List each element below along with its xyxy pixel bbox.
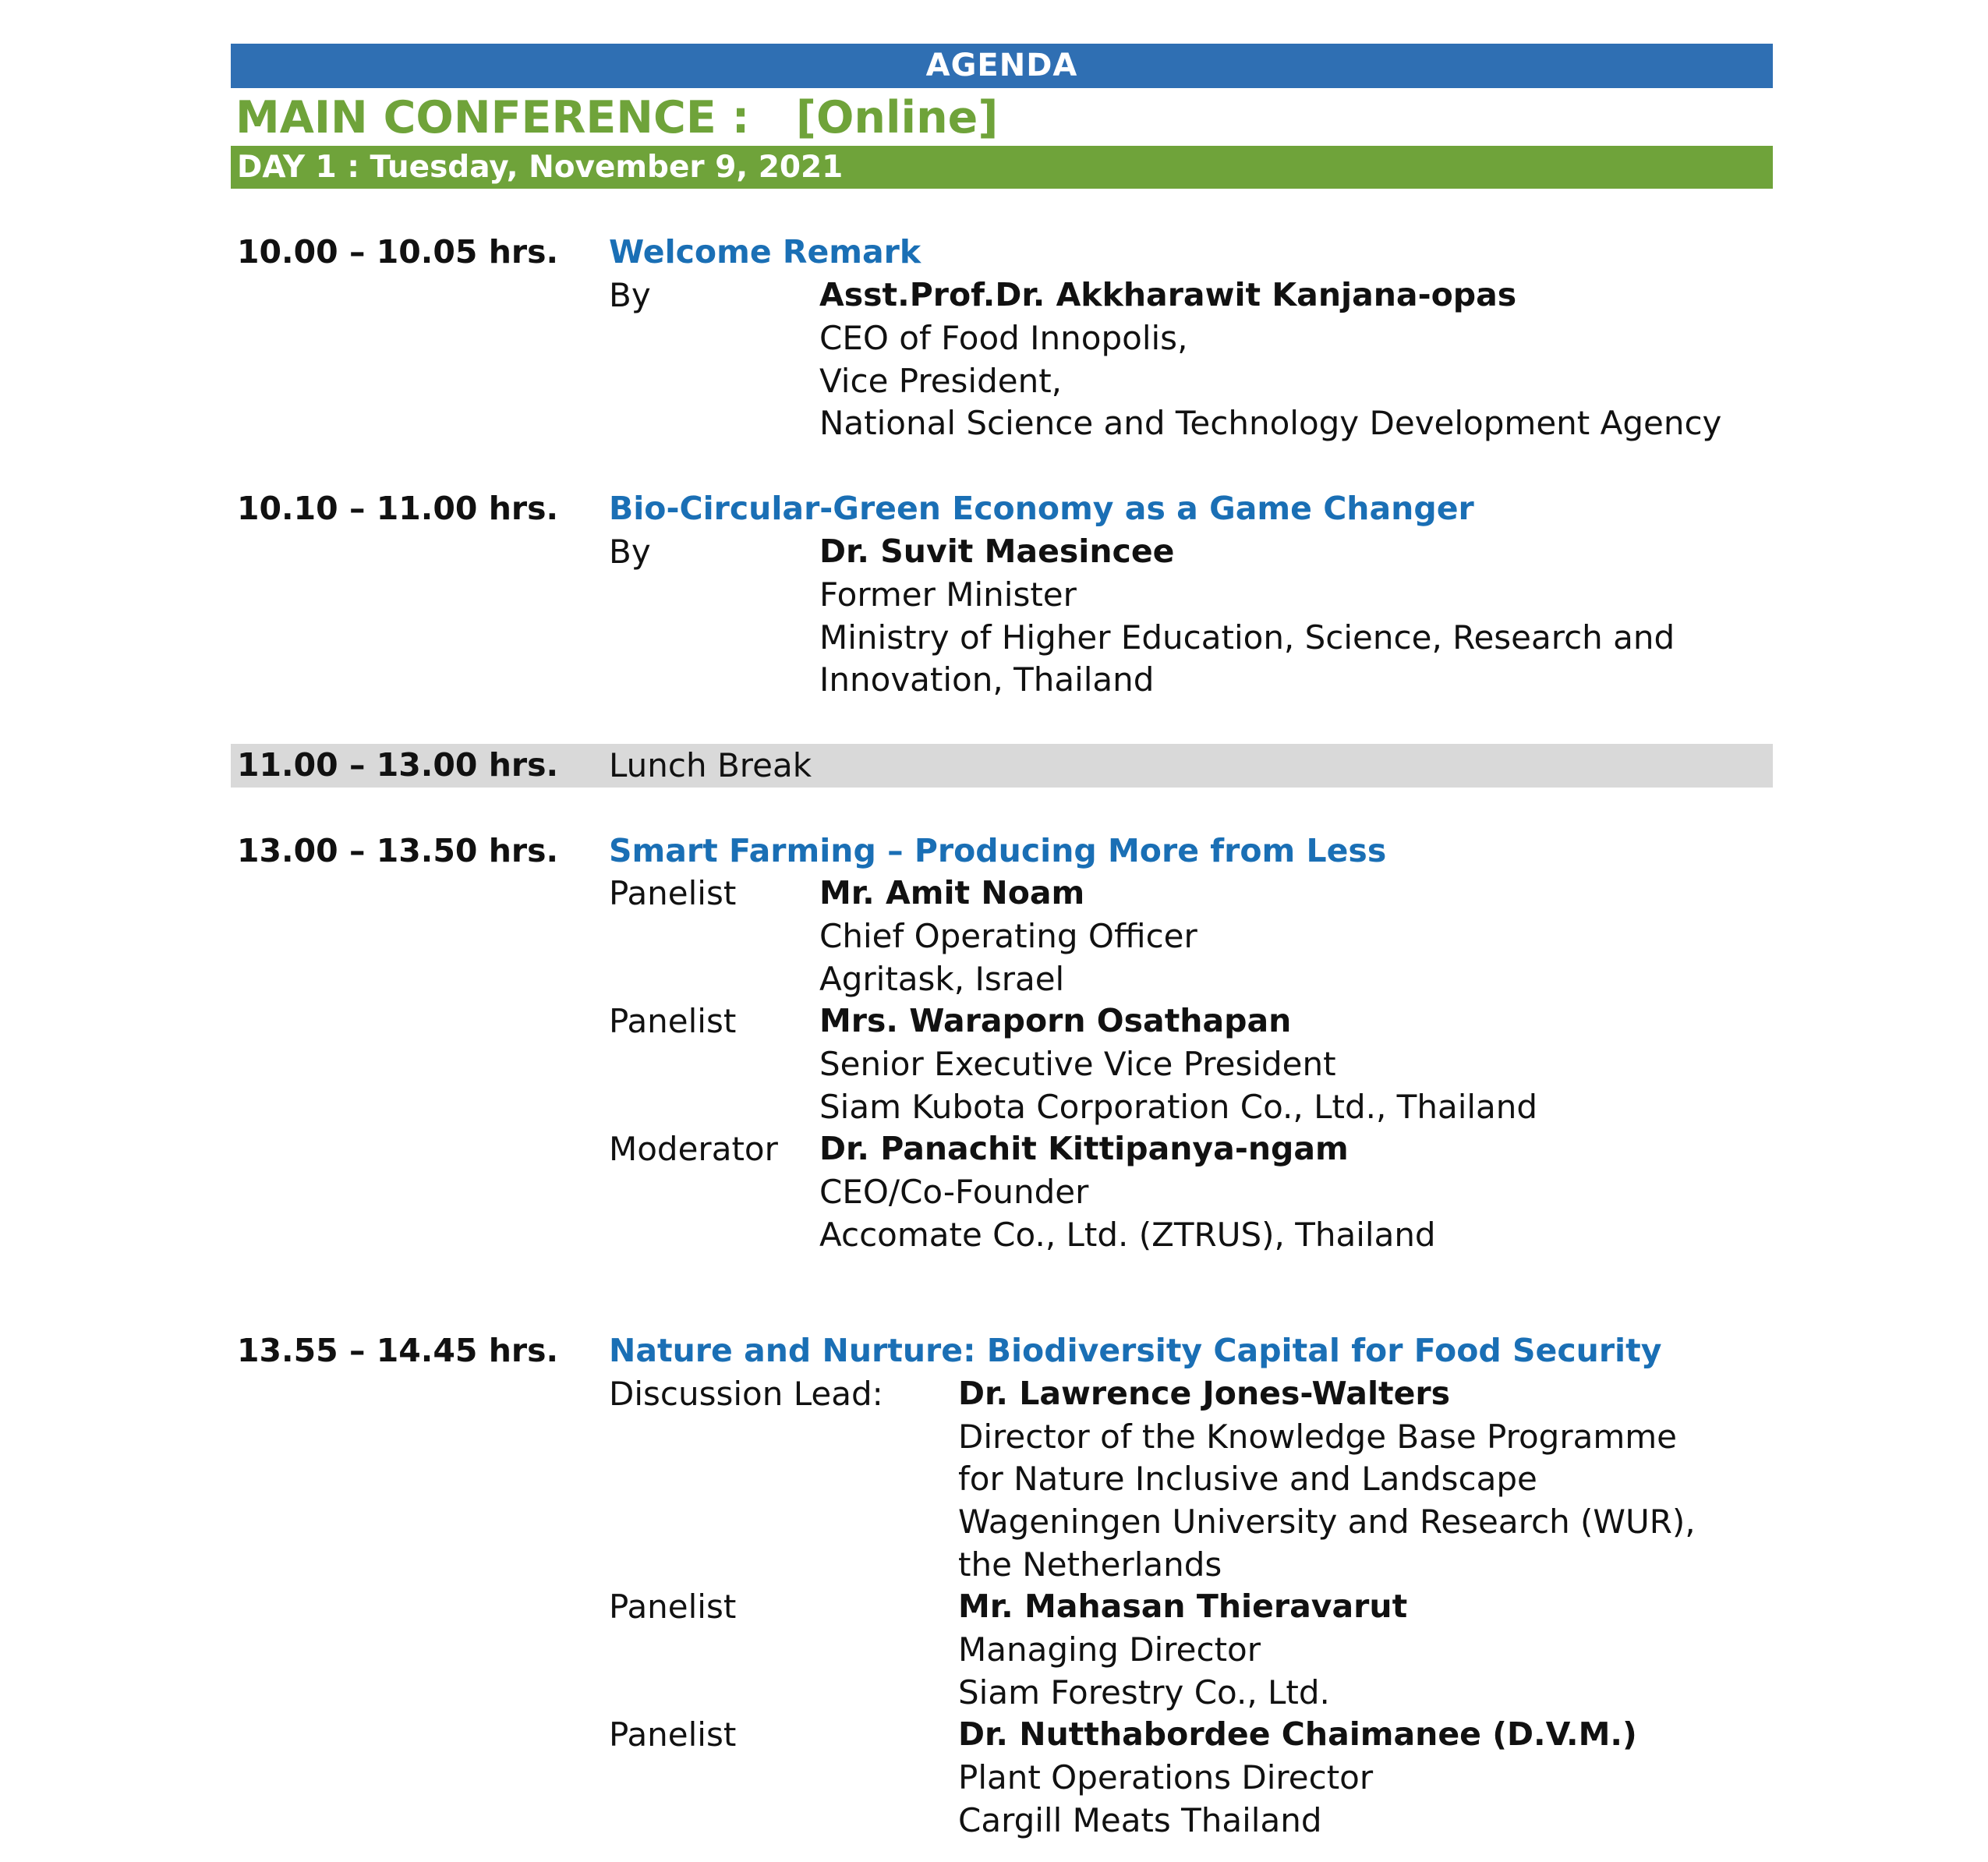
session-title: Nature and Nurture: Biodiversity Capital for Food Security [609, 1332, 1662, 1369]
speaker-role: Panelist [609, 1002, 737, 1040]
speaker-detail: Senior Executive Vice President [819, 1045, 1336, 1083]
lunch-label: Lunch Break [609, 746, 812, 784]
speaker-detail: Managing Director [958, 1630, 1261, 1669]
speaker-detail: Agritask, Israel [819, 960, 1065, 998]
speaker-role: Moderator [609, 1130, 778, 1168]
speaker-detail: Cargill Meats Thailand [958, 1801, 1322, 1839]
day-label: DAY 1 : Tuesday, November 9, 2021 [237, 150, 844, 185]
day-header-bar [231, 146, 1773, 189]
lunch-time: 11.00 – 13.00 hrs. [237, 746, 559, 784]
speaker-detail: the Netherlands [958, 1545, 1222, 1584]
agenda-header-bar [231, 44, 1773, 88]
speaker-detail: Innovation, Thailand [819, 660, 1155, 699]
speaker-role: By [609, 276, 651, 314]
speaker-detail: Chief Operating Officer [819, 917, 1197, 955]
speaker-detail: Siam Forestry Co., Ltd. [958, 1673, 1330, 1712]
speaker-detail: CEO of Food Innopolis, [819, 319, 1188, 357]
main-conference-title: MAIN CONFERENCE : [Online] [235, 92, 999, 143]
speaker-detail: for Nature Inclusive and Landscape [958, 1460, 1537, 1498]
speaker-name: Dr. Nutthabordee Chaimanee (D.V.M.) [958, 1715, 1637, 1753]
speaker-name: Dr. Suvit Maesincee [819, 533, 1175, 570]
speaker-detail: Ministry of Higher Education, Science, Research and [819, 618, 1675, 657]
speaker-role: Panelist [609, 1588, 737, 1626]
speaker-name: Mr. Mahasan Thieravarut [958, 1588, 1408, 1625]
speaker-name: Dr. Lawrence Jones-Walters [958, 1375, 1451, 1412]
session-title: Smart Farming – Producing More from Less [609, 832, 1387, 869]
agenda-label: AGENDA [925, 48, 1078, 83]
speaker-role: Panelist [609, 874, 737, 912]
session-title: Bio-Circular-Green Economy as a Game Changer [609, 490, 1474, 527]
speaker-role: Discussion Lead: [609, 1375, 883, 1413]
speaker-detail: Vice President, [819, 362, 1063, 400]
session-time: 10.00 – 10.05 hrs. [237, 233, 559, 271]
speaker-detail: Former Minister [819, 575, 1077, 614]
speaker-detail: CEO/Co-Founder [819, 1173, 1089, 1211]
speaker-name: Dr. Panachit Kittipanya-ngam [819, 1130, 1349, 1167]
speaker-name: Mr. Amit Noam [819, 874, 1085, 912]
speaker-detail: Director of the Knowledge Base Programme [958, 1418, 1677, 1456]
session-time: 10.10 – 11.00 hrs. [237, 490, 559, 527]
speaker-name: Asst.Prof.Dr. Akkharawit Kanjana-opas [819, 276, 1517, 313]
session-time: 13.00 – 13.50 hrs. [237, 832, 559, 869]
speaker-detail: National Science and Technology Development Agency [819, 404, 1722, 442]
speaker-detail: Wageningen University and Research (WUR), [958, 1503, 1696, 1541]
speaker-role: Panelist [609, 1715, 737, 1754]
speaker-role: By [609, 533, 651, 571]
speaker-detail: Plant Operations Director [958, 1758, 1374, 1797]
session-time: 13.55 – 14.45 hrs. [237, 1332, 559, 1369]
session-title: Welcome Remark [609, 233, 921, 271]
speaker-detail: Siam Kubota Corporation Co., Ltd., Thailand [819, 1088, 1538, 1126]
speaker-detail: Accomate Co., Ltd. (ZTRUS), Thailand [819, 1216, 1436, 1254]
speaker-name: Mrs. Waraporn Osathapan [819, 1002, 1292, 1039]
